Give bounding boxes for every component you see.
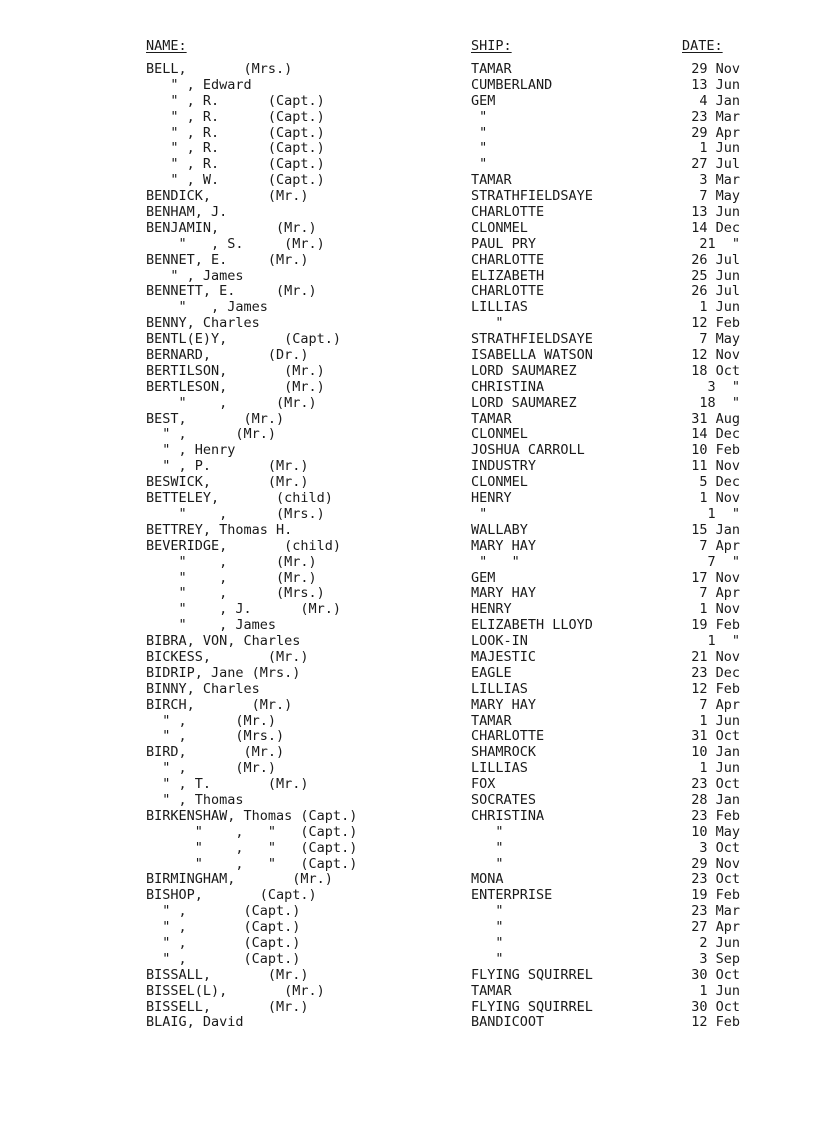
passenger-name: " , James bbox=[146, 299, 268, 316]
ship-name: FOX bbox=[471, 776, 496, 793]
arrival-date: 23 Feb bbox=[691, 807, 740, 824]
passenger-name: BENNY, Charles bbox=[146, 315, 260, 332]
arrival-date: 23 Oct bbox=[691, 776, 740, 793]
passenger-name: " , " (Capt.) bbox=[146, 823, 358, 840]
list-item bbox=[0, 78, 816, 94]
ship-name: GEM bbox=[471, 92, 496, 109]
list-item bbox=[0, 427, 816, 443]
ship-name: FLYING SQUIRREL bbox=[471, 966, 593, 983]
passenger-name: BIBRA, VON, Charles bbox=[146, 633, 301, 650]
passenger-name: " , (Mrs.) bbox=[146, 505, 325, 522]
arrival-date: 31 Aug bbox=[691, 410, 740, 427]
arrival-date: 13 Jun bbox=[691, 204, 740, 221]
arrival-date: 1 Jun bbox=[699, 760, 740, 777]
list-item bbox=[0, 173, 816, 189]
passenger-name: BERNARD, (Dr.) bbox=[146, 347, 309, 364]
list-item bbox=[0, 332, 816, 348]
list-item bbox=[0, 952, 816, 968]
ship-name: ENTERPRISE bbox=[471, 887, 553, 904]
list-item bbox=[0, 777, 816, 793]
arrival-date: 18 Oct bbox=[691, 362, 740, 379]
passenger-name: " , James bbox=[146, 267, 244, 284]
name-column-header: NAME: bbox=[146, 38, 187, 54]
list-item bbox=[0, 412, 816, 428]
ship-name: MARY HAY bbox=[471, 537, 537, 554]
list-item bbox=[0, 555, 816, 571]
passenger-name: " , (Capt.) bbox=[146, 903, 301, 920]
arrival-date: 12 Feb bbox=[691, 680, 740, 697]
list-item bbox=[0, 761, 816, 777]
list-item bbox=[0, 682, 816, 698]
passenger-name: BIRCH, (Mr.) bbox=[146, 696, 293, 713]
arrival-date: 13 Jun bbox=[691, 76, 740, 93]
date-column-header: DATE: bbox=[682, 38, 723, 54]
arrival-date: 12 Nov bbox=[691, 347, 740, 364]
ship-name: TAMAR bbox=[471, 982, 512, 999]
ship-name: BANDICOOT bbox=[471, 1014, 545, 1031]
arrival-date: 2 Jun bbox=[699, 934, 740, 951]
arrival-date: 4 Jan bbox=[699, 92, 740, 109]
list-item bbox=[0, 984, 816, 1000]
list-item bbox=[0, 872, 816, 888]
passenger-name: " , R. (Capt.) bbox=[146, 156, 325, 173]
passenger-name: " , (Mr.) bbox=[146, 569, 317, 586]
arrival-date: 23 Mar bbox=[691, 903, 740, 920]
arrival-date: 7 Apr bbox=[699, 696, 740, 713]
arrival-date: 7 Apr bbox=[699, 585, 740, 602]
passenger-name: BISSEL(L), (Mr.) bbox=[146, 982, 325, 999]
passenger-name: " , (Mrs.) bbox=[146, 585, 325, 602]
arrival-date: 29 Nov bbox=[691, 61, 740, 77]
arrival-date: 3 " bbox=[707, 378, 740, 395]
passenger-name: " , James bbox=[146, 617, 277, 634]
arrival-date: 26 Jul bbox=[691, 251, 740, 268]
passenger-name: " , (Mrs.) bbox=[146, 728, 285, 745]
list-item bbox=[0, 459, 816, 475]
list-item bbox=[0, 888, 816, 904]
ship-name: PAUL PRY bbox=[471, 235, 537, 252]
ship-name: STRATHFIELDSAYE bbox=[471, 331, 593, 348]
passenger-name: " , S. (Mr.) bbox=[146, 235, 325, 252]
arrival-date: 10 Feb bbox=[691, 442, 740, 459]
passenger-name: BISSALL, (Mr.) bbox=[146, 966, 309, 983]
list-item bbox=[0, 586, 816, 602]
ship-name: LOOK-IN bbox=[471, 633, 528, 650]
ship-name: FLYING SQUIRREL bbox=[471, 998, 593, 1015]
arrival-date: 28 Jan bbox=[691, 791, 740, 808]
ship-name: " bbox=[471, 505, 488, 522]
passenger-name: " , (Mr.) bbox=[146, 712, 277, 729]
list-item bbox=[0, 714, 816, 730]
ship-name: LILLIAS bbox=[471, 680, 528, 697]
passenger-name: BISHOP, (Capt.) bbox=[146, 887, 317, 904]
arrival-date: 14 Dec bbox=[691, 219, 740, 236]
ship-name: " bbox=[471, 108, 488, 125]
list-item bbox=[0, 443, 816, 459]
arrival-date: 1 " bbox=[707, 505, 740, 522]
ship-name: SOCRATES bbox=[471, 791, 537, 808]
passenger-name: " , (Mr.) bbox=[146, 553, 317, 570]
passenger-name: BIRD, (Mr.) bbox=[146, 744, 285, 761]
ship-name: MAJESTIC bbox=[471, 648, 537, 665]
ship-name: " bbox=[471, 950, 504, 967]
passenger-name: " , (Capt.) bbox=[146, 934, 301, 951]
passenger-name: BELL, (Mrs.) bbox=[146, 61, 293, 77]
passenger-name: BLAIG, David bbox=[146, 1014, 244, 1031]
arrival-date: 15 Jan bbox=[691, 521, 740, 538]
ship-name: JOSHUA CARROLL bbox=[471, 442, 585, 459]
passenger-name: BICKESS, (Mr.) bbox=[146, 648, 309, 665]
passenger-name: " , (Mr.) bbox=[146, 760, 277, 777]
arrival-date: 23 Mar bbox=[691, 108, 740, 125]
list-item bbox=[0, 300, 816, 316]
ship-name: STRATHFIELDSAYE bbox=[471, 188, 593, 205]
ship-name: HENRY bbox=[471, 601, 512, 618]
list-item bbox=[0, 284, 816, 300]
arrival-date: 1 Nov bbox=[699, 490, 740, 507]
ship-name: CHRISTINA bbox=[471, 807, 545, 824]
passenger-name: " , R. (Capt.) bbox=[146, 124, 325, 141]
arrival-date: 1 Jun bbox=[699, 712, 740, 729]
ship-name: MONA bbox=[471, 871, 504, 888]
ship-name: " bbox=[471, 934, 504, 951]
ship-name: CHARLOTTE bbox=[471, 251, 545, 268]
ship-name: CHARLOTTE bbox=[471, 728, 545, 745]
ship-name: GEM bbox=[471, 569, 496, 586]
arrival-date: 7 " bbox=[707, 553, 740, 570]
list-item bbox=[0, 793, 816, 809]
passenger-name: BERTILSON, (Mr.) bbox=[146, 362, 325, 379]
passenger-name: BENNET, E. (Mr.) bbox=[146, 251, 309, 268]
passenger-name: BENTL(E)Y, (Capt.) bbox=[146, 331, 342, 348]
arrival-date: 7 Apr bbox=[699, 537, 740, 554]
passenger-name: " , T. (Mr.) bbox=[146, 776, 309, 793]
arrival-date: 10 May bbox=[691, 823, 740, 840]
arrival-date: 10 Jan bbox=[691, 744, 740, 761]
ship-name: TAMAR bbox=[471, 712, 512, 729]
arrival-date: 7 May bbox=[699, 331, 740, 348]
list-item bbox=[0, 968, 816, 984]
list-item bbox=[0, 253, 816, 269]
list-item bbox=[0, 571, 816, 587]
arrival-date: 21 Nov bbox=[691, 648, 740, 665]
passenger-name: " , Henry bbox=[146, 442, 236, 459]
arrival-date: 1 " bbox=[707, 633, 740, 650]
passenger-name: " , (Capt.) bbox=[146, 950, 301, 967]
passenger-name: " , R. (Capt.) bbox=[146, 92, 325, 109]
list-item bbox=[0, 380, 816, 396]
ship-name: HENRY bbox=[471, 490, 512, 507]
arrival-date: 19 Feb bbox=[691, 887, 740, 904]
list-item bbox=[0, 94, 816, 110]
list-item bbox=[0, 539, 816, 555]
arrival-date: 14 Dec bbox=[691, 426, 740, 443]
ship-name: TAMAR bbox=[471, 410, 512, 427]
ship-name: " bbox=[471, 855, 504, 872]
arrival-date: 7 May bbox=[699, 188, 740, 205]
passenger-name: BIRKENSHAW, Thomas (Capt.) bbox=[146, 807, 358, 824]
list-item bbox=[0, 316, 816, 332]
ship-name: ELIZABETH LLOYD bbox=[471, 617, 593, 634]
list-item bbox=[0, 205, 816, 221]
list-item bbox=[0, 189, 816, 205]
ship-name: CHARLOTTE bbox=[471, 283, 545, 300]
list-item bbox=[0, 825, 816, 841]
list-item bbox=[0, 269, 816, 285]
passenger-name: BEST, (Mr.) bbox=[146, 410, 285, 427]
passenger-name: BENNETT, E. (Mr.) bbox=[146, 283, 317, 300]
arrival-date: 3 Mar bbox=[699, 172, 740, 189]
list-item bbox=[0, 904, 816, 920]
passenger-name: " , P. (Mr.) bbox=[146, 458, 309, 475]
ship-name: EAGLE bbox=[471, 664, 512, 681]
list-item bbox=[0, 936, 816, 952]
passenger-name: " , Thomas bbox=[146, 791, 244, 808]
ship-name: SHAMROCK bbox=[471, 744, 537, 761]
list-item bbox=[0, 745, 816, 761]
list-item bbox=[0, 1015, 816, 1031]
ship-name: WALLABY bbox=[471, 521, 528, 538]
ship-name: " " bbox=[471, 553, 520, 570]
arrival-date: 12 Feb bbox=[691, 315, 740, 332]
ship-name: CHRISTINA bbox=[471, 378, 545, 395]
passenger-name: BENJAMIN, (Mr.) bbox=[146, 219, 317, 236]
list-item bbox=[0, 126, 816, 142]
arrival-date: 30 Oct bbox=[691, 998, 740, 1015]
list-item bbox=[0, 618, 816, 634]
list-item bbox=[0, 62, 816, 78]
passenger-name: " , (Capt.) bbox=[146, 919, 301, 936]
ship-name: " bbox=[471, 903, 504, 920]
ship-name: ELIZABETH bbox=[471, 267, 545, 284]
arrival-date: 26 Jul bbox=[691, 283, 740, 300]
ship-name: LORD SAUMAREZ bbox=[471, 362, 577, 379]
passenger-name: BETTREY, Thomas H. bbox=[146, 521, 293, 538]
arrival-date: 30 Oct bbox=[691, 966, 740, 983]
arrival-date: 1 Jun bbox=[699, 982, 740, 999]
passenger-name: BEVERIDGE, (child) bbox=[146, 537, 342, 554]
ship-name: LORD SAUMAREZ bbox=[471, 394, 577, 411]
list-item bbox=[0, 920, 816, 936]
ship-name: " bbox=[471, 156, 488, 173]
arrival-date: 1 Jun bbox=[699, 140, 740, 157]
list-item bbox=[0, 857, 816, 873]
list-item bbox=[0, 141, 816, 157]
list-item bbox=[0, 491, 816, 507]
arrival-date: 12 Feb bbox=[691, 1014, 740, 1031]
ship-name: CUMBERLAND bbox=[471, 76, 553, 93]
arrival-date: 23 Oct bbox=[691, 871, 740, 888]
passenger-name: BISSELL, (Mr.) bbox=[146, 998, 309, 1015]
arrival-date: 3 Oct bbox=[699, 839, 740, 856]
arrival-date: 29 Apr bbox=[691, 124, 740, 141]
ship-name: " bbox=[471, 140, 488, 157]
arrival-date: 21 " bbox=[699, 235, 740, 252]
arrival-date: 1 Nov bbox=[699, 601, 740, 618]
ship-name: " bbox=[471, 823, 504, 840]
ship-name: ISABELLA WATSON bbox=[471, 347, 593, 364]
list-item bbox=[0, 348, 816, 364]
list-item bbox=[0, 729, 816, 745]
list-item bbox=[0, 396, 816, 412]
ship-name: CLONMEL bbox=[471, 426, 528, 443]
arrival-date: 19 Feb bbox=[691, 617, 740, 634]
ship-column-header: SHIP: bbox=[471, 38, 512, 54]
ship-name: CHARLOTTE bbox=[471, 204, 545, 221]
list-item bbox=[0, 475, 816, 491]
passenger-name: BIDRIP, Jane (Mrs.) bbox=[146, 664, 301, 681]
list-item bbox=[0, 523, 816, 539]
ship-name: TAMAR bbox=[471, 172, 512, 189]
ship-name: INDUSTRY bbox=[471, 458, 537, 475]
ship-name: MARY HAY bbox=[471, 696, 537, 713]
ship-name: " bbox=[471, 919, 504, 936]
list-item bbox=[0, 650, 816, 666]
passenger-name: BINNY, Charles bbox=[146, 680, 260, 697]
ship-name: MARY HAY bbox=[471, 585, 537, 602]
ship-name: LILLIAS bbox=[471, 299, 528, 316]
list-item bbox=[0, 698, 816, 714]
ship-name: LILLIAS bbox=[471, 760, 528, 777]
arrival-date: 25 Jun bbox=[691, 267, 740, 284]
list-item bbox=[0, 507, 816, 523]
list-item bbox=[0, 634, 816, 650]
arrival-date: 18 " bbox=[699, 394, 740, 411]
passenger-name: " , (Mr.) bbox=[146, 426, 277, 443]
list-item bbox=[0, 221, 816, 237]
ship-name: CLONMEL bbox=[471, 474, 528, 491]
passenger-list bbox=[0, 62, 816, 1031]
list-item bbox=[0, 364, 816, 380]
ship-name: TAMAR bbox=[471, 61, 512, 77]
arrival-date: 1 Jun bbox=[699, 299, 740, 316]
passenger-name: BENDICK, (Mr.) bbox=[146, 188, 309, 205]
passenger-name: BIRMINGHAM, (Mr.) bbox=[146, 871, 333, 888]
ship-name: " bbox=[471, 124, 488, 141]
arrival-date: 29 Nov bbox=[691, 855, 740, 872]
arrival-date: 23 Dec bbox=[691, 664, 740, 681]
arrival-date: 27 Apr bbox=[691, 919, 740, 936]
passenger-name: " , " (Capt.) bbox=[146, 855, 358, 872]
passenger-name: BESWICK, (Mr.) bbox=[146, 474, 309, 491]
arrival-date: 11 Nov bbox=[691, 458, 740, 475]
list-item bbox=[0, 157, 816, 173]
passenger-name: BETTELEY, (child) bbox=[146, 490, 333, 507]
list-item bbox=[0, 841, 816, 857]
list-item bbox=[0, 602, 816, 618]
arrival-date: 3 Sep bbox=[699, 950, 740, 967]
list-item bbox=[0, 237, 816, 253]
passenger-name: " , W. (Capt.) bbox=[146, 172, 325, 189]
passenger-name: " , R. (Capt.) bbox=[146, 108, 325, 125]
passenger-name: " , R. (Capt.) bbox=[146, 140, 325, 157]
list-item bbox=[0, 809, 816, 825]
arrival-date: 27 Jul bbox=[691, 156, 740, 173]
ship-name: CLONMEL bbox=[471, 219, 528, 236]
ship-name: " bbox=[471, 839, 504, 856]
arrival-date: 17 Nov bbox=[691, 569, 740, 586]
passenger-name: BENHAM, J. bbox=[146, 204, 228, 221]
list-item bbox=[0, 110, 816, 126]
passenger-name: " , J. (Mr.) bbox=[146, 601, 342, 618]
passenger-name: " , " (Capt.) bbox=[146, 839, 358, 856]
list-item bbox=[0, 1000, 816, 1016]
passenger-name: BERTLESON, (Mr.) bbox=[146, 378, 325, 395]
ship-name: " bbox=[471, 315, 504, 332]
passenger-name: " , (Mr.) bbox=[146, 394, 317, 411]
arrival-date: 5 Dec bbox=[699, 474, 740, 491]
passenger-name: " , Edward bbox=[146, 76, 252, 93]
arrival-date: 31 Oct bbox=[691, 728, 740, 745]
list-item bbox=[0, 666, 816, 682]
